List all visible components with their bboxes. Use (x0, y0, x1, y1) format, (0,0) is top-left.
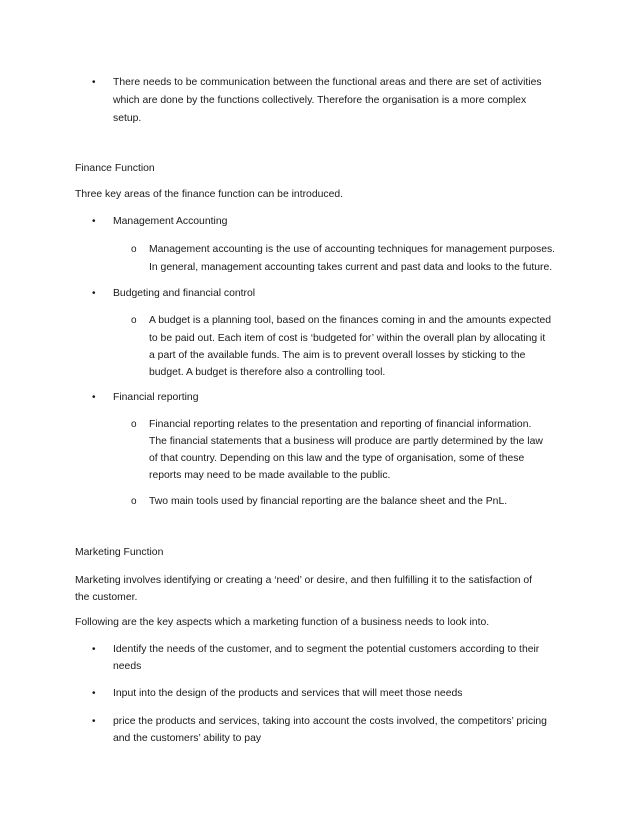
bullet-icon: • (92, 644, 96, 655)
marketing-para2: Following are the key aspects which a marketing function of a business needs to look into. (75, 617, 490, 628)
marketing-item-line: needs (113, 661, 142, 672)
finance-subitem-line: to be paid out. Each item of cost is ‘budgeted for’ within the overall plan by allocating it (149, 333, 546, 344)
bullet-icon: • (92, 288, 96, 299)
intro-line: setup. (113, 113, 142, 124)
finance-subitem-line: Financial reporting relates to the presentation and reporting of financial information. (149, 419, 532, 430)
finance-subitem-line: Management accounting is the use of accounting techniques for management purposes. (149, 244, 556, 255)
marketing-item-line: and the customers’ ability to pay (113, 733, 262, 744)
finance-subitem-line: Two main tools used by financial reporting are the balance sheet and the PnL. (149, 496, 508, 507)
sub-bullet-icon: o (131, 419, 137, 430)
bullet-icon: • (92, 716, 96, 727)
finance-item-label: Financial reporting (113, 392, 199, 403)
finance-subitem-line: a part of the available funds. The aim is to prevent overall losses by sticking to the (149, 350, 526, 361)
sub-bullet-icon: o (131, 244, 137, 255)
finance-subitem-line: reports may need to be made available to the public. (149, 470, 391, 481)
bullet-icon: • (92, 688, 96, 699)
finance-subitem-line: The financial statements that a business will produce are partly determined by the law (149, 436, 543, 447)
finance-intro: Three key areas of the finance function can be introduced. (75, 189, 344, 200)
bullet-icon: • (92, 392, 96, 403)
finance-heading: Finance Function (75, 163, 155, 174)
marketing-heading: Marketing Function (75, 547, 164, 558)
finance-item-label: Budgeting and financial control (113, 288, 256, 299)
finance-item-label: Management Accounting (113, 216, 228, 227)
marketing-item-line: Input into the design of the products and services that will meet those needs (113, 688, 463, 699)
sub-bullet-icon: o (131, 496, 137, 507)
finance-subitem-line: budget. A budget is therefore also a controlling tool. (149, 367, 386, 378)
finance-subitem-line: of that country. Depending on this law and the type of organisation, some of these (149, 453, 525, 464)
bullet-icon: • (92, 77, 96, 88)
finance-subitem-line: In general, management accounting takes current and past data and looks to the future. (149, 262, 553, 273)
intro-line: There needs to be communication between the functional areas and there are set of activities (113, 77, 542, 88)
intro-line: which are done by the functions collectively. Therefore the organisation is a more complex (113, 95, 527, 106)
sub-bullet-icon: o (131, 315, 137, 326)
marketing-para1-line: the customer. (75, 592, 138, 603)
finance-subitem-line: A budget is a planning tool, based on the finances coming in and the amounts expected (149, 315, 552, 326)
marketing-item-line: Identify the needs of the customer, and to segment the potential customers according to their (113, 644, 540, 655)
bullet-icon: • (92, 216, 96, 227)
marketing-item-line: price the products and services, taking into account the costs involved, the competitors’ pricing (113, 716, 547, 727)
marketing-para1-line: Marketing involves identifying or creating a ‘need’ or desire, and then fulfilling it to the satisfaction of (75, 575, 533, 586)
